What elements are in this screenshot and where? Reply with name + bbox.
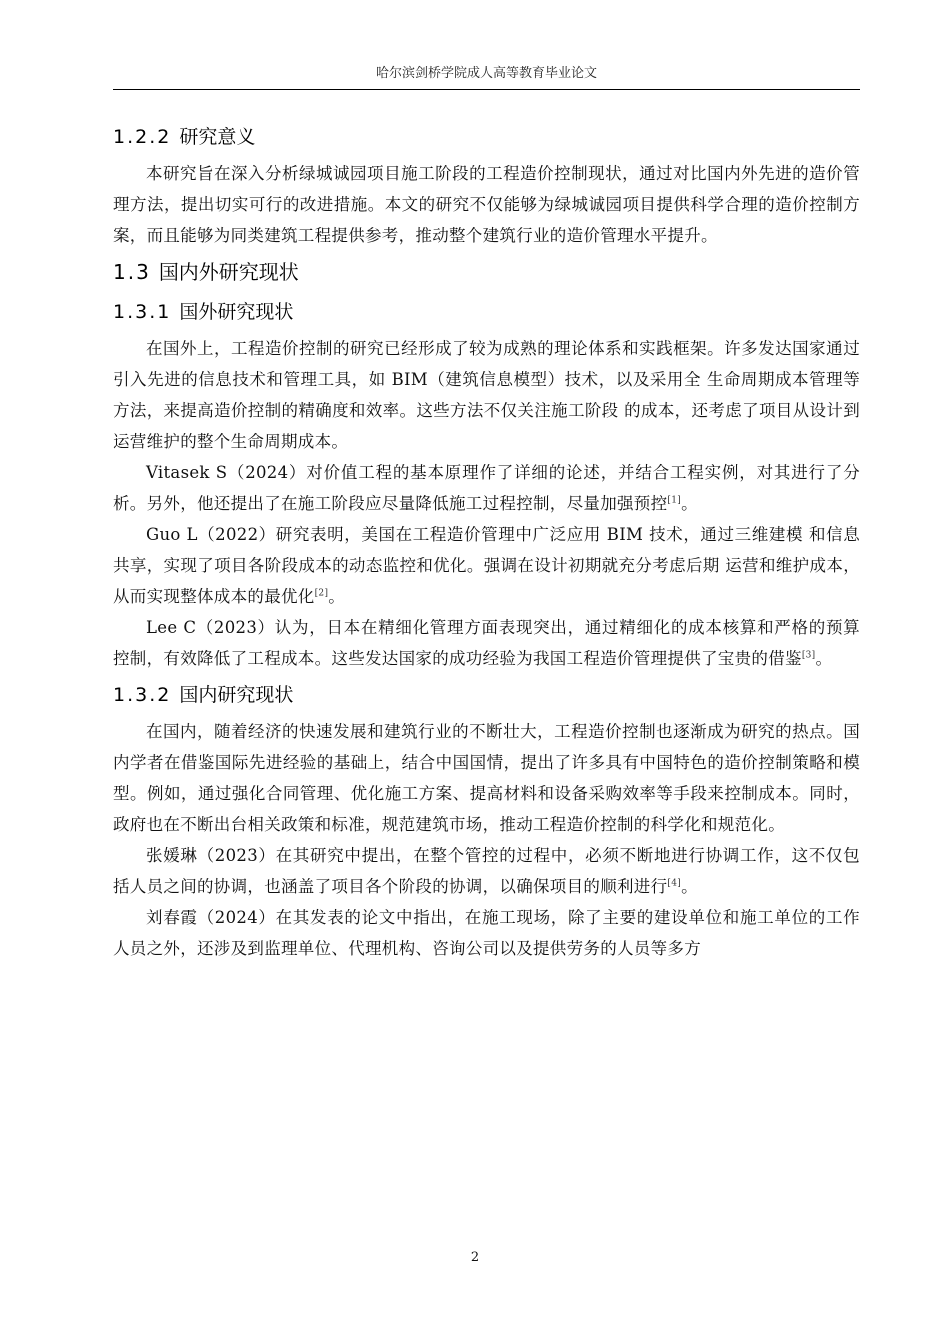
paragraph-research-significance: 本研究旨在深入分析绿城诚园项目施工阶段的工程造价控制现状，通过对比国内外先进的造价管理方法，提出切实可行的改进措施。本文的研究不仅能够为绿城诚园项目提供科学合理的造价控制方案，而且能够为同类建筑工程提供参考，推动整个建筑行业的造价管理水平提升。 (113, 164, 860, 245)
paragraph-zhang (113, 840, 860, 902)
paragraph-end: 。 (681, 494, 698, 513)
paragraph-lee (113, 612, 860, 674)
body-content (113, 122, 860, 964)
header-divider (113, 89, 860, 90)
section-heading-1-3-2 (113, 680, 860, 710)
section-number: 1.3.1 (113, 301, 172, 323)
paragraph-guo (113, 519, 860, 612)
section-number: 1.2.2 (113, 126, 172, 148)
paragraph-domestic-overview: 在国内，随着经济的快速发展和建筑行业的不断壮大，工程造价控制也逐渐成为研究的热点。国内学者在借鉴国际先进经验的基础上，结合中国国情，提出了许多具有中国特色的造价控制策略和模型。例如，通过强化合同管理、优化施工方案、提高材料和设备采购效率等手段来控制成本。同时，政府也在不断出台相关政策和标准，规范建筑市场，推动工程造价控制的科学化和规范化。 (113, 722, 860, 834)
paragraph-vitasek (113, 457, 860, 519)
paragraph-end: 。 (815, 649, 833, 668)
paragraph-end: 。 (681, 877, 698, 896)
section-heading-1-2-2 (113, 122, 860, 152)
page-number: 2 (470, 1250, 480, 1265)
paragraph-text: 张媛琳（2023）在其研究中提出，在整个管控的过程中，必须不断地进行协调工作，这不仅包括人员之间的协调，也涵盖了项目各个阶段的协调，以确保项目的顺利进行 (113, 846, 860, 896)
citation-2[interactable]: [2] (314, 588, 329, 599)
section-heading-1-3 (113, 257, 860, 287)
paragraph-text: Lee C（2023）认为，日本在精细化管理方面表现突出，通过精细化的成本核算和严格的预算控制，有效降低了工程成本。这些发达国家的成功经验为我国工程造价管理提供了宝贵的借鉴 (113, 618, 860, 668)
paragraph-foreign-overview: 在国外上，工程造价控制的研究已经形成了较为成熟的理论体系和实践框架。许多发达国家通过引入先进的信息技术和管理工具，如 BIM（建筑信息模型）技术，以及采用全 生命周期成本管理等方法，来提高造价控制的精确度和效率。这些方法不仅关注施工阶段 的成本，还考虑了项目从设计到运营维护的整个生命周期成本。 (113, 339, 860, 451)
section-heading-1-3-1 (113, 297, 860, 327)
section-number: 1.3.2 (113, 684, 172, 706)
citation-1[interactable]: [1] (667, 495, 682, 506)
paragraph-end: 。 (328, 587, 346, 606)
paragraph-text: Guo L（2022）研究表明，美国在工程造价管理中广泛应用 BIM 技术，通过三维建模 和信息共享，实现了项目各阶段成本的动态监控和优化。强调在设计初期就充分考虑后期 运营和维护成本，从而实现整体成本的最优化 (113, 525, 860, 606)
section-title: 国内外研究现状 (158, 260, 299, 284)
paragraph-text: Vitasek S（2024）对价值工程的基本原理作了详细的论述，并结合工程实例，对其进行了分析。另外，他还提出了在施工阶段应尽量降低施工过程控制，尽量加强预控 (113, 463, 860, 513)
section-number: 1.3 (113, 260, 151, 284)
paragraph-liu: 刘春霞（2024）在其发表的论文中指出，在施工现场，除了主要的建设单位和施工单位的工作人员之外，还涉及到监理单位、代理机构、咨询公司以及提供劳务的人员等多方 (113, 908, 860, 958)
citation-3[interactable]: [3] (801, 650, 816, 661)
citation-4[interactable]: [4] (667, 878, 682, 889)
section-title: 研究意义 (179, 126, 256, 148)
running-header: 哈尔滨剑桥学院成人高等教育毕业论文 (375, 66, 597, 81)
section-title: 国外研究现状 (179, 301, 294, 323)
section-title: 国内研究现状 (179, 684, 294, 706)
